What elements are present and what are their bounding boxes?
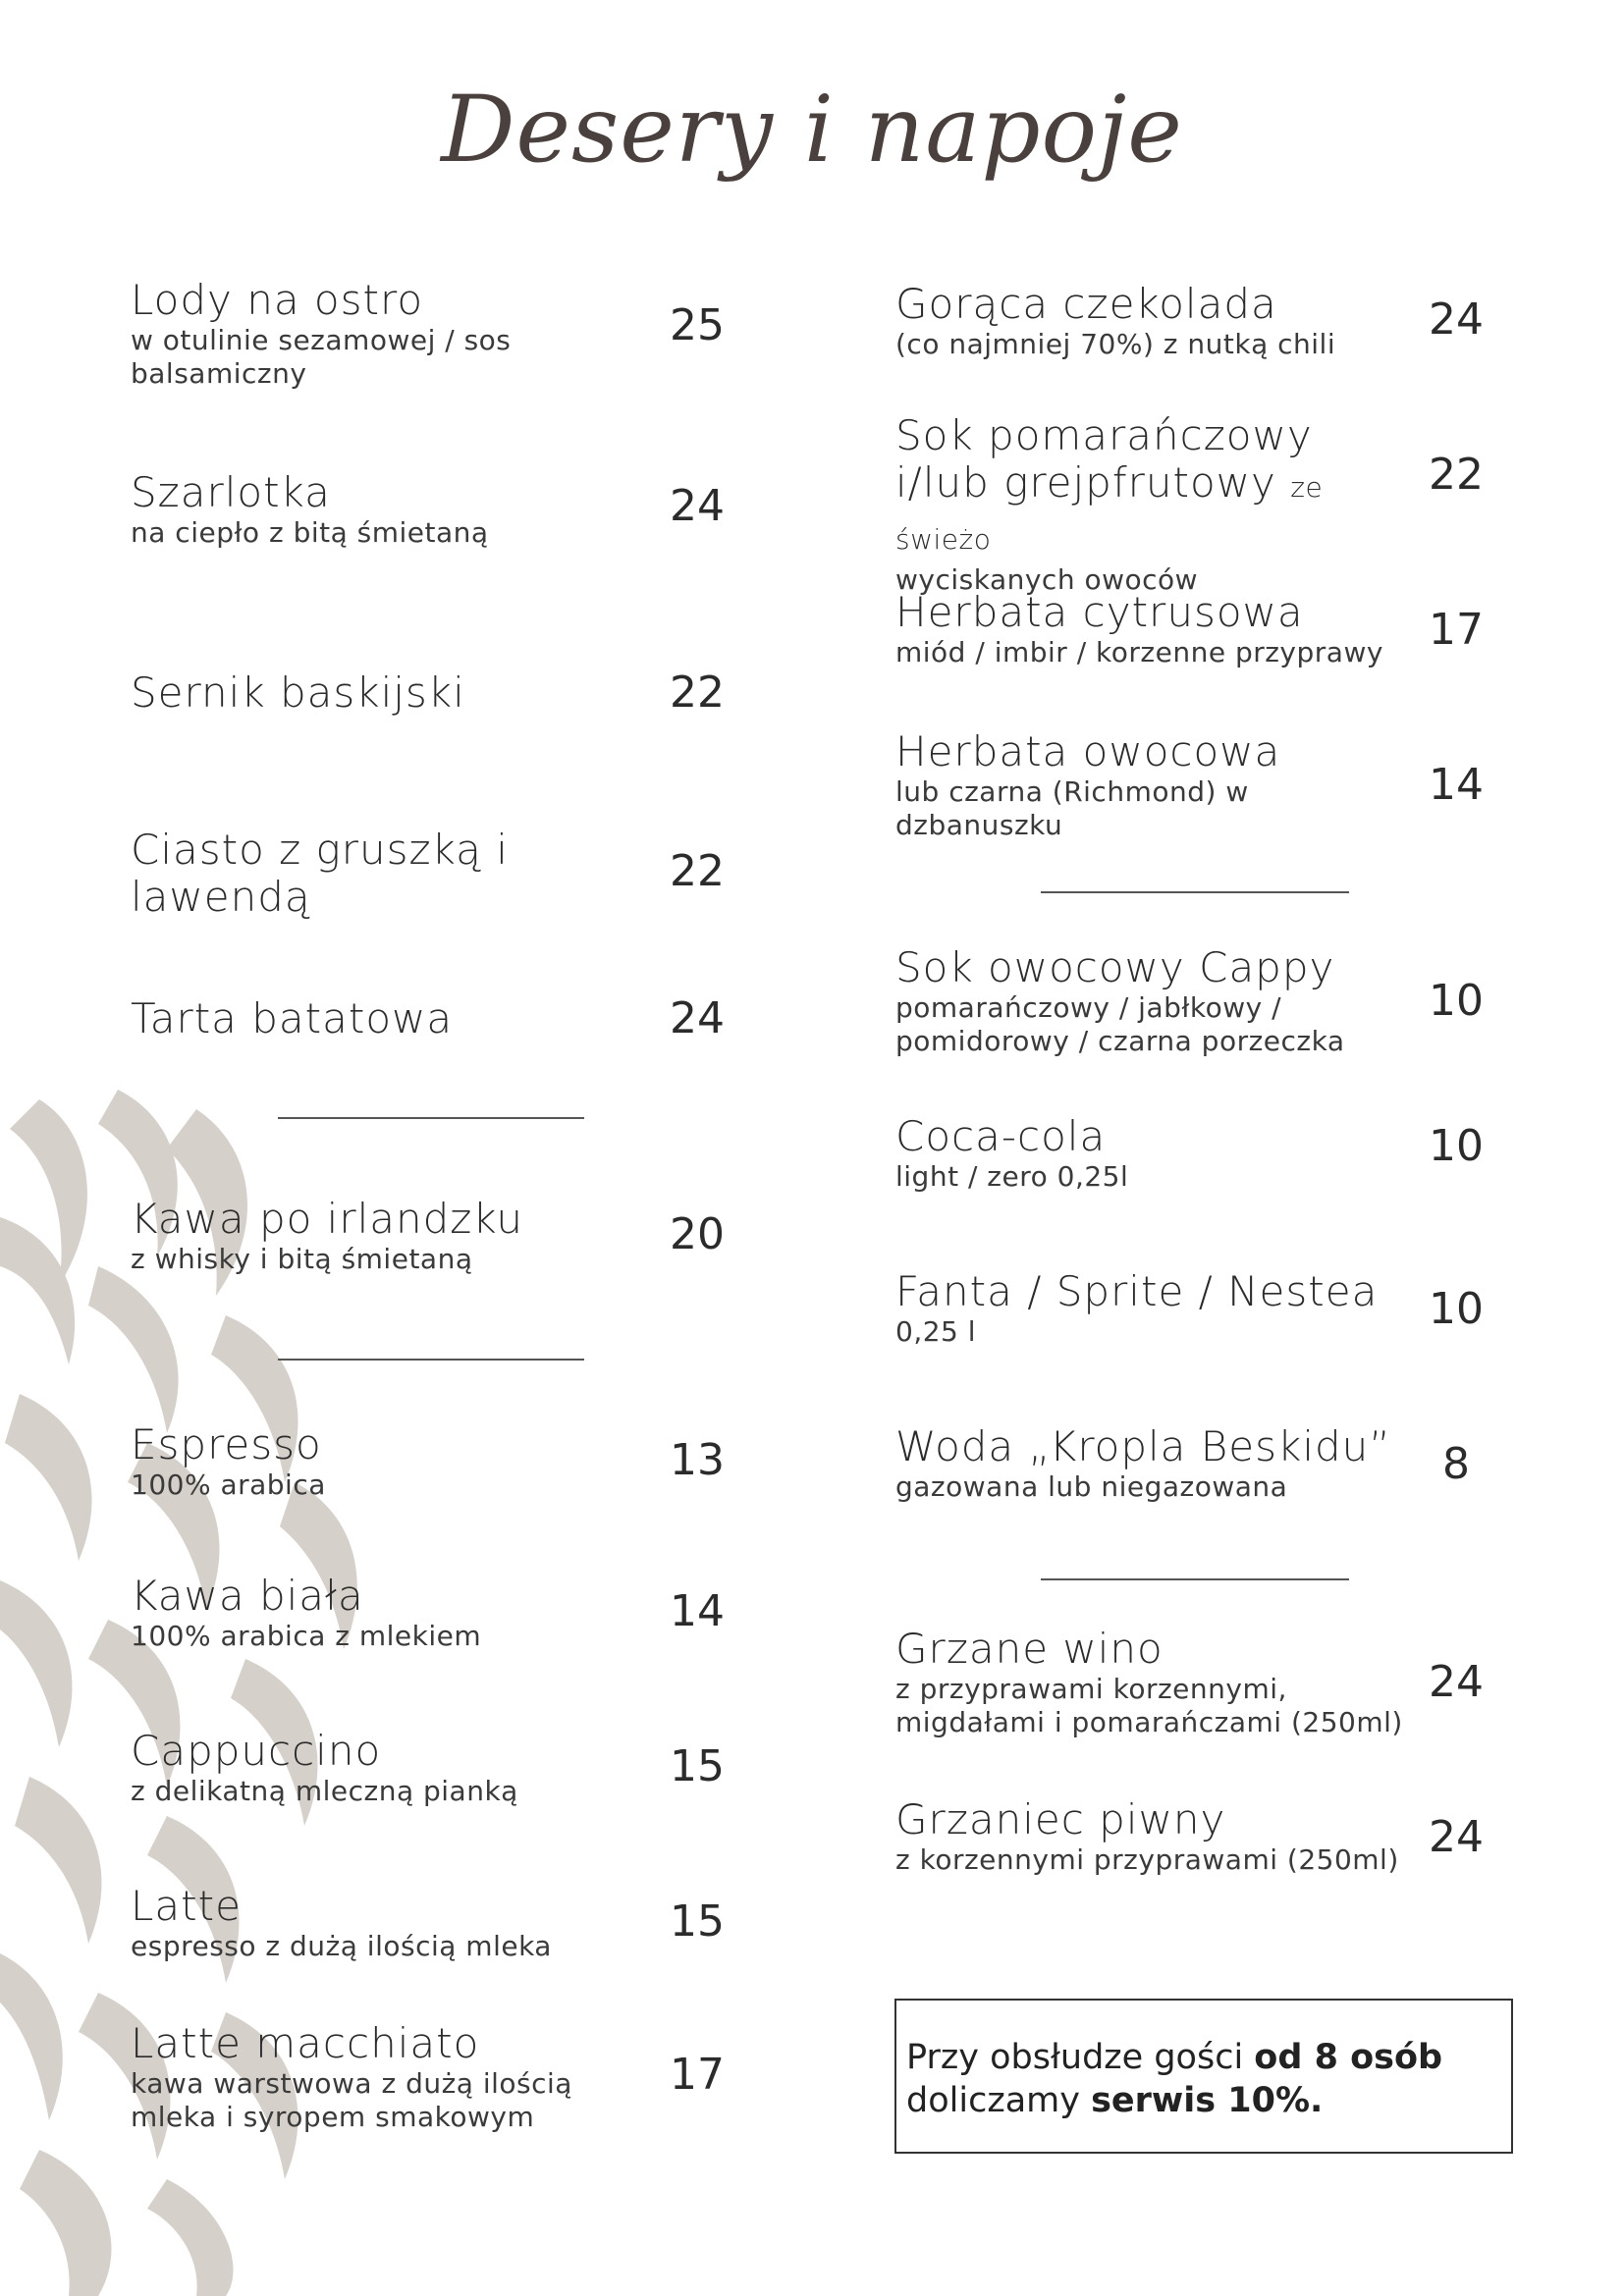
menu-item xyxy=(895,589,1406,669)
item-price: 24 xyxy=(670,993,725,1043)
item-description: espresso z dużą ilością mleka xyxy=(131,1930,552,1962)
menu-item xyxy=(895,1113,1386,1194)
page-title: Desery i napoje xyxy=(441,77,1183,184)
item-name: Kawa biała xyxy=(131,1572,364,1620)
item-price: 8 xyxy=(1442,1439,1470,1489)
item-name: Szarlotka xyxy=(131,468,331,516)
service-charge-notice xyxy=(894,1999,1513,2154)
item-name: Fanta / Sprite / Nestea xyxy=(895,1267,1379,1315)
item-description: miód / imbir / korzenne przyprawy xyxy=(895,636,1383,668)
item-name: Espresso xyxy=(131,1420,322,1468)
notice-text: doliczamy xyxy=(906,2081,1092,2120)
notice-bold-group-size: od 8 osób xyxy=(1254,2038,1443,2077)
item-description: gazowana lub niegazowana xyxy=(895,1470,1288,1503)
item-description: 100% arabica xyxy=(131,1468,326,1501)
item-name-text: Sok pomarańczowy i/lub grejpfrutowy xyxy=(895,411,1313,507)
menu-item xyxy=(131,827,523,921)
menu-item xyxy=(131,277,641,391)
item-name: Sok owocowy Cappy xyxy=(895,943,1335,991)
item-description: pomarańczowy / jabłkowy / pomidorowy / czarna porzeczka xyxy=(895,991,1345,1057)
item-name: Latte macchiato xyxy=(131,2019,480,2067)
item-price: 15 xyxy=(670,1896,725,1947)
item-name: Lody na ostro xyxy=(131,276,424,324)
item-name: Herbata owocowa xyxy=(895,727,1281,775)
item-name: Cappuccino xyxy=(131,1727,382,1775)
item-price: 17 xyxy=(670,2050,725,2100)
item-price: 24 xyxy=(670,481,725,531)
item-description: wyciskanych owoców xyxy=(895,563,1199,596)
item-price: 22 xyxy=(670,846,725,896)
item-price: 25 xyxy=(670,300,725,350)
item-name: Gorąca czekolada xyxy=(895,280,1277,328)
item-description: z whisky i bitą śmietaną xyxy=(131,1243,473,1275)
menu-item xyxy=(895,412,1406,597)
menu-item xyxy=(895,281,1406,361)
item-price: 13 xyxy=(670,1435,725,1485)
menu-item xyxy=(131,469,641,550)
item-price: 24 xyxy=(1429,1657,1484,1707)
item-price: 22 xyxy=(670,667,725,718)
menu-item xyxy=(895,728,1308,842)
item-name: Coca-cola xyxy=(895,1112,1107,1160)
item-price: 20 xyxy=(670,1209,725,1259)
item-name: Kawa po irlandzku xyxy=(131,1195,524,1243)
section-divider xyxy=(1041,1578,1349,1580)
item-description: 0,25 l xyxy=(895,1315,977,1348)
item-name: Ciasto z gruszką i lawendą xyxy=(131,826,509,921)
menu-item xyxy=(131,1421,641,1502)
item-name: Grzane wino xyxy=(895,1625,1164,1673)
menu-item xyxy=(895,1423,1406,1504)
item-inline-description: ze świeżo xyxy=(895,471,1324,556)
menu-item xyxy=(895,1268,1406,1349)
item-price: 17 xyxy=(1429,605,1484,655)
menu-item xyxy=(131,1573,641,1653)
item-name: Sernik baskijski xyxy=(131,668,465,717)
menu-item xyxy=(131,669,641,717)
notice-bold-service-charge: serwis 10%. xyxy=(1091,2081,1324,2120)
section-divider xyxy=(278,1117,584,1119)
item-name: Latte xyxy=(131,1882,242,1930)
menu-item xyxy=(131,995,641,1042)
item-name: Herbata cytrusowa xyxy=(895,588,1304,636)
item-price: 14 xyxy=(1429,760,1484,810)
item-price: 22 xyxy=(1429,450,1484,500)
item-price: 15 xyxy=(670,1741,725,1791)
item-description: 100% arabica z mlekiem xyxy=(131,1620,482,1652)
item-description: kawa warstwowa z dużą ilością mleka i syropem smakowym xyxy=(131,2067,572,2133)
menu-item xyxy=(131,1196,641,1276)
menu-item xyxy=(131,1883,641,1963)
item-name: Grzaniec piwny xyxy=(895,1795,1226,1843)
item-description: z delikatną mleczną pianką xyxy=(131,1775,518,1807)
menu-item xyxy=(131,2020,651,2134)
item-name xyxy=(895,412,1406,563)
item-description: na ciepło z bitą śmietaną xyxy=(131,516,489,549)
section-divider xyxy=(1041,891,1349,893)
item-price: 24 xyxy=(1429,1812,1484,1862)
item-price: 10 xyxy=(1429,1284,1484,1334)
menu-item xyxy=(895,1796,1406,1877)
item-description: light / zero 0,25l xyxy=(895,1160,1129,1193)
item-description: lub czarna (Richmond) w dzbanuszku xyxy=(895,775,1249,841)
item-name: Tarta batatowa xyxy=(131,994,454,1042)
menu-item xyxy=(895,1626,1406,1739)
item-price: 10 xyxy=(1429,1121,1484,1171)
item-name: Woda „Kropla Beskidu” xyxy=(895,1422,1392,1470)
item-description: (co najmniej 70%) z nutką chili xyxy=(895,328,1336,360)
item-price: 24 xyxy=(1429,294,1484,345)
item-description: w otulinie sezamowej / sos balsamiczny xyxy=(131,324,512,390)
menu-item xyxy=(895,944,1386,1058)
menu-item xyxy=(131,1728,641,1808)
item-price: 10 xyxy=(1429,976,1484,1026)
notice-text: Przy obsłudze gości xyxy=(906,2038,1255,2077)
item-description: z przyprawami korzennymi, migdałami i pomarańczami (250ml) xyxy=(895,1673,1403,1738)
section-divider xyxy=(278,1359,584,1361)
item-price: 14 xyxy=(670,1586,725,1636)
item-description: z korzennymi przyprawami (250ml) xyxy=(895,1843,1399,1876)
